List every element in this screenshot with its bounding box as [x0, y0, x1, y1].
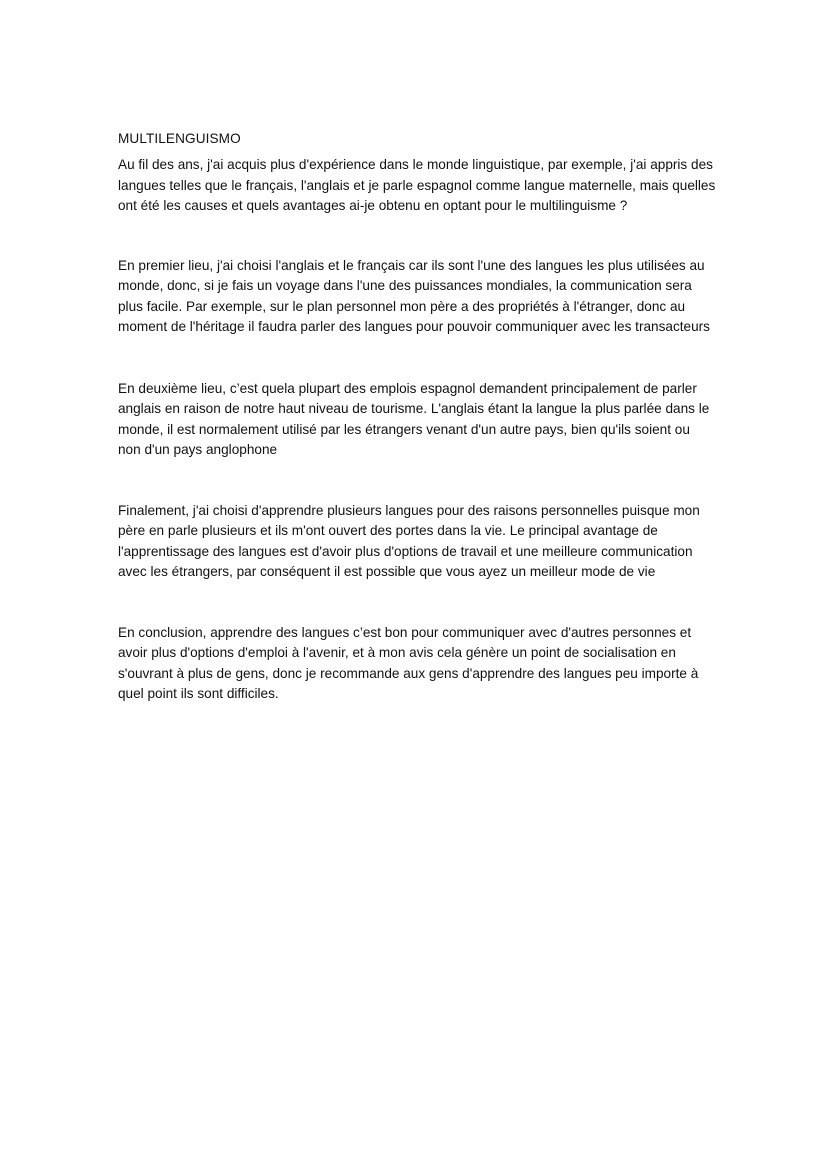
- document-title: MULTILENGUISMO: [118, 131, 241, 146]
- paragraph-finally: Finalement, j'ai choisi d'apprendre plusieurs langues pour des raisons personnelles puisque mon père en parle plusieurs et ils m'ont ouvert des portes dans la vie. Le principal avantage de l'apprentissage des langues est d'avoir plus d'options de travail et une meilleure communication avec les étrangers, par conséquent il est possible que vous ayez un meilleur mode de vie: [118, 502, 700, 579]
- paragraph-first-reason: En premier lieu, j'ai choisi l'anglais et le français car ils sont l'une des langues les plus utilisées au monde, donc, si je fais un voyage dans l'une des puissances mondiales, la communication sera plus facile. Par exemple, sur le plan personnel mon père a des propriétés à l'étranger, donc au moment de l'héritage il faudra parler des langues pour pouvoir communiquer avec les transacteurs: [118, 257, 710, 334]
- paragraph-second-reason: En deuxième lieu, c’est quela plupart des emplois espagnol demandent principalement de parler anglais en raison de notre haut niveau de tourisme. L'anglais étant la langue la plus parlée dans le monde, il est normalement utilisé par les étrangers venant d'un autre pays, bien qu'ils soient ou non d'un pays anglophone: [118, 380, 710, 457]
- paragraph-conclusion: En conclusion, apprendre des langues c’est bon pour communiquer avec d'autres personnes et avoir plus d'options d'emploi à l'avenir, et à mon avis cela génère un point de socialisation en s'ouvrant à plus de gens, donc je recommande aux gens d'apprendre des langues peu importe à quel point ils sont difficiles.: [118, 624, 699, 701]
- document-body: [118, 129, 716, 705]
- paragraph-introduction: Au fil des ans, j'ai acquis plus d'expérience dans le monde linguistique, par exemple, j'ai appris des langues telles que le français, l'anglais et je parle espagnol comme langue maternelle, mais quelles ont été les causes et quels avantages ai-je obtenu en optant pour le multilinguisme ?: [118, 157, 716, 213]
